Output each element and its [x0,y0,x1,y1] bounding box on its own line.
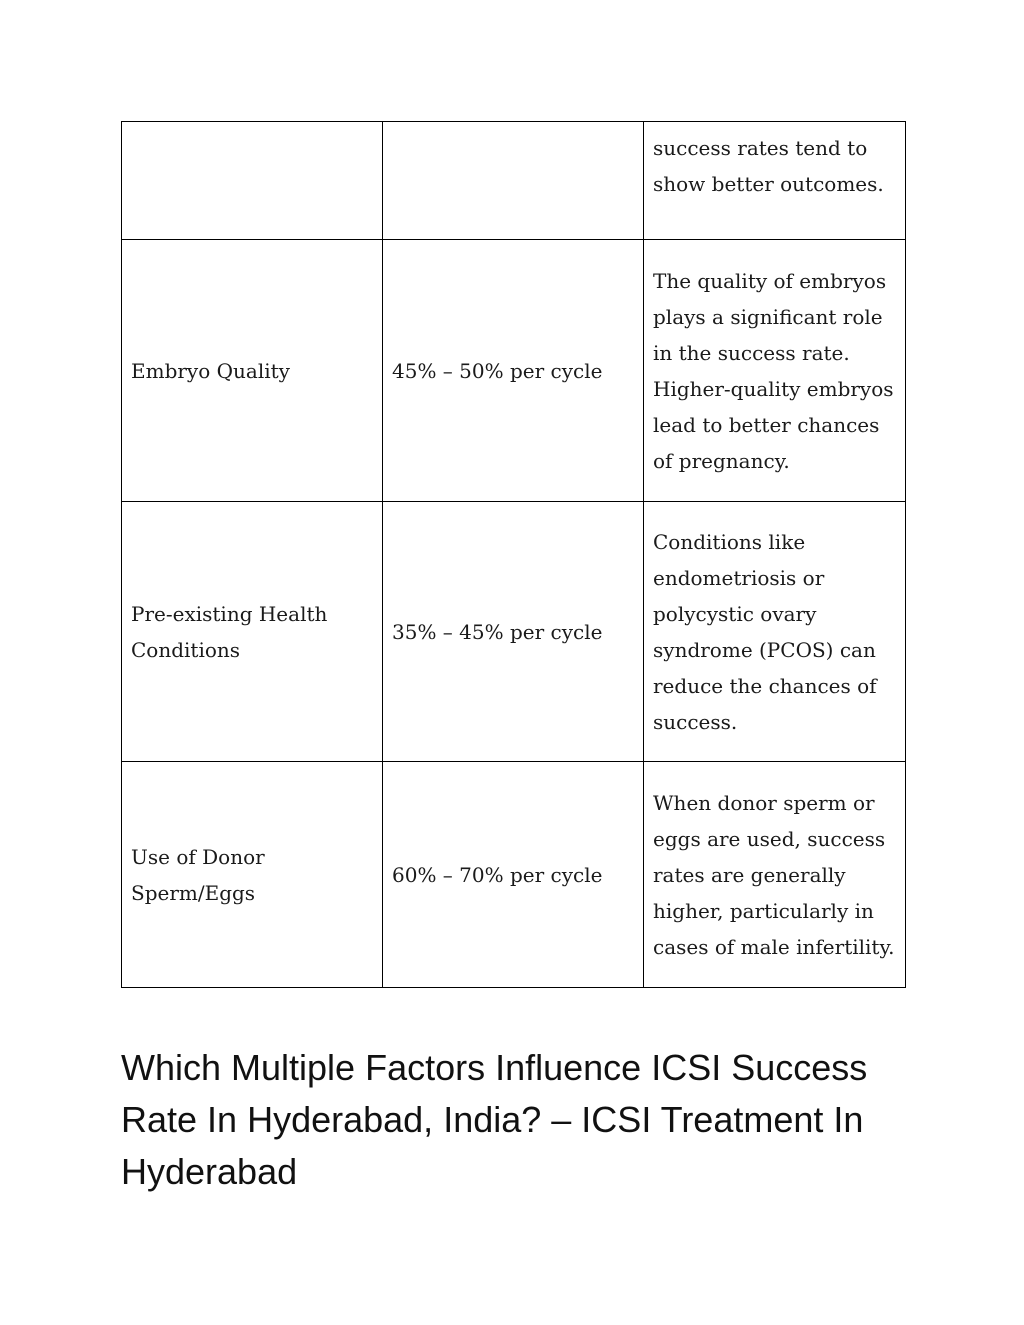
factor-cell: Pre-existing Health Conditions [122,502,383,762]
table-row [122,502,906,762]
rate-cell: 35% – 45% per cycle [383,502,644,762]
factor-cell: Use of Donor Sperm/Eggs [122,762,383,988]
rate-cell [383,122,644,240]
description-cell: Conditions like endometriosis or polycystic ovary syndrome (PCOS) can reduce the chances of success. [644,502,906,762]
factor-cell [122,122,383,240]
description-cell: When donor sperm or eggs are used, success rates are generally higher, particularly in cases of male infertility. [644,762,906,988]
description-cell: The quality of embryos plays a significant role in the success rate. Higher-quality embryos lead to better chances of pregnancy. [644,240,906,502]
description-cell: success rates tend to show better outcomes. [644,122,906,240]
factor-cell: Embryo Quality [122,240,383,502]
table-row [122,122,906,240]
success-factors-table [121,121,906,988]
section-heading: Which Multiple Factors Influence ICSI Success Rate In Hyderabad, India? – ICSI Treatment In Hyderabad [121,1047,868,1192]
table-row [122,762,906,988]
rate-cell: 60% – 70% per cycle [383,762,644,988]
rate-cell: 45% – 50% per cycle [383,240,644,502]
table-row [122,240,906,502]
